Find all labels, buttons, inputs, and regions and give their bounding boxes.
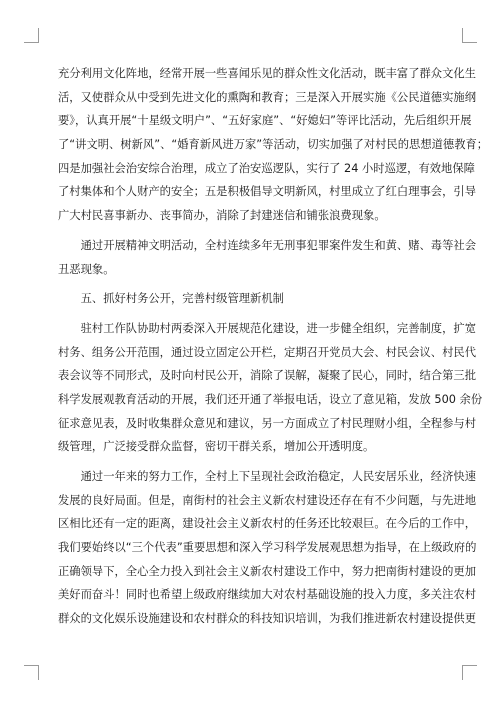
text-line: 我们要始终以“三个代表”重要思想和深入学习科学发展观思想为指导，在上级政府的 [58,541,477,555]
text-line: 驻村工作队协助村两委深入开展规范化建设，进一步健全组织，完善制度，扩宽 [58,321,476,335]
text-line: 通过开展精神文明活动，全村连续多年无刑事犯罪案件发生和黄、赌、毒等社会 [58,238,476,252]
text-line: 区相比还有一定的距离，建设社会主义新农村的任务还比较艰巨。在今后的工作中， [58,517,476,531]
crop-mark-bottom-right [462,665,477,680]
text-line: 通过一年来的努力工作，全村上下呈现社会政治稳定，人民安居乐业，经济快速 [58,470,476,483]
text-line: 四是加强社会治安综合治理，成立了治安巡逻队，实行了 24 小时巡逻，有效地保障 [58,161,475,175]
text-line: 了村集体和个人财产的安全；五是积极倡导文明新风，村里成立了红白理事会，引导 [58,185,476,199]
text-line: 村务、组务公开范围，通过设立固定公开栏，定期召开党员大会、村民会议、村民代 [58,345,476,359]
section-heading: 五、抓好村务公开，完善村级管理新机制 [58,292,284,306]
crop-mark-bottom-left [24,665,39,680]
text-line: 正确领导下，全心全力投入到社会主义新农村建设工作中，努力把南街村建设的更加 [58,564,476,578]
text-line: 充分利用文化阵地，经常开展一些喜闻乐见的群众性文化活动，既丰富了群众文化生 [58,67,476,80]
document-body [58,62,489,631]
text-line: 发展的良好局面。但是，南街村的社会主义新农村建设还存在有不少问题，与先进地 [58,493,476,507]
text-line: 活，又使群众从中受到先进文化的熏陶和教育；三是深入开展实施《公民道德实施纲 [58,90,476,104]
text-line: 表会议等不同形式，及时向村民公开，消除了误解，凝聚了民心，同时，结合第三批 [58,369,476,383]
crop-mark-top-left [24,28,39,43]
text-line: 科学发展观教育活动的开展，我们还开通了举报电话，设立了意见箱，发放 500 余份 [58,392,483,406]
text-line: 级管理，广泛接受群众监督，密切干群关系，增加公开透明度。 [58,440,375,454]
text-line: 美好而奋斗！同时也希望上级政府继续加大对农村基础设施的投入力度，多关注农村 [58,588,476,602]
text-line: 了“讲文明、树新风”、“婚育新风进万家”等活动，切实加强了对村民的思想道德教育； [58,138,489,152]
text-line: 要》，认真开展“十星级文明户”、“五好家庭”、“好媳妇”等评比活动，先后组织开展 [58,114,472,128]
text-line: 群众的文化娱乐设施建设和农村群众的科技知识培训，为我们推进新农村建设提供更 [58,612,476,626]
text-line: 征求意见表，及时收集群众意见和建议，另一方面成立了村民理财小组，全程参与村 [58,416,476,430]
text-line: 广大村民喜事新办、丧事简办，消除了封建迷信和铺张浪费现象。 [58,209,386,223]
text-line: 丑恶现象。 [58,262,115,276]
crop-mark-top-right [462,28,477,43]
